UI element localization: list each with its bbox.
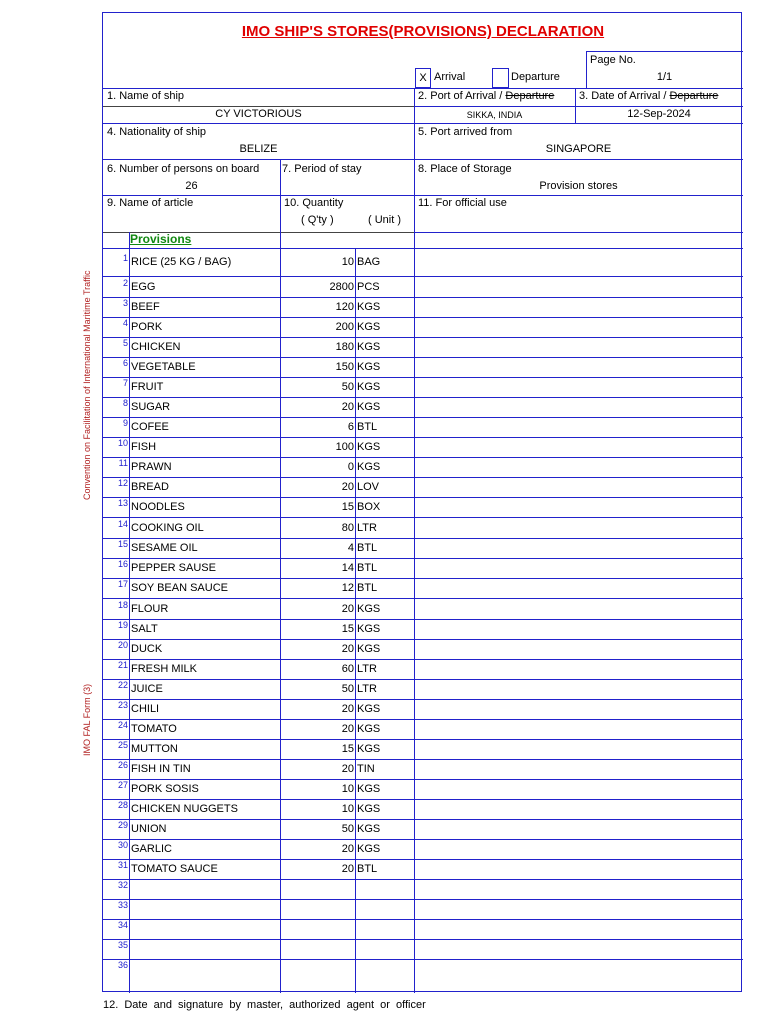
item-number: 18 bbox=[117, 599, 128, 610]
item-number: 28 bbox=[117, 800, 128, 810]
item-number: 13 bbox=[117, 498, 128, 508]
item-quantity: 50 bbox=[341, 823, 354, 835]
item-unit: PCS bbox=[357, 280, 380, 293]
article-label: 9. Name of article bbox=[107, 197, 194, 209]
item-name: FRESH MILK bbox=[131, 663, 198, 675]
item-unit: KGS bbox=[357, 643, 381, 655]
item-name: SALT bbox=[131, 623, 158, 635]
item-quantity: 20 bbox=[341, 602, 354, 615]
item-unit: KGS bbox=[357, 341, 381, 353]
item-quantity: 15 bbox=[341, 743, 354, 755]
item-name: EGG bbox=[131, 280, 156, 293]
port-arrival-value: SIKKA, INDIA bbox=[466, 110, 523, 120]
item-number: 23 bbox=[117, 700, 128, 710]
page-label: Page No. bbox=[590, 54, 636, 66]
item-unit: KGS bbox=[357, 823, 381, 835]
item-number: 24 bbox=[117, 720, 128, 730]
item-unit: KGS bbox=[357, 361, 381, 373]
item-unit: KGS bbox=[357, 623, 381, 635]
item-unit: KGS bbox=[357, 321, 381, 333]
item-name: TOMATO bbox=[131, 723, 177, 735]
port-arrival-label: 2. Port of Arrival / Departure bbox=[418, 90, 555, 102]
item-quantity: 15 bbox=[341, 501, 354, 513]
item-name: SESAME OIL bbox=[131, 542, 198, 554]
item-quantity: 10 bbox=[341, 256, 354, 268]
item-quantity: 10 bbox=[341, 803, 354, 815]
item-number: 7 bbox=[122, 378, 128, 388]
item-quantity: 20 bbox=[341, 481, 354, 493]
item-name: GARLIC bbox=[131, 843, 172, 855]
item-number: 10 bbox=[117, 438, 128, 448]
departure-label: Departure bbox=[511, 71, 560, 83]
item-number: 36 bbox=[117, 960, 128, 970]
item-number: 8 bbox=[122, 398, 128, 408]
item-quantity: 50 bbox=[341, 381, 354, 393]
signature-label: 12. Date and signature by master, authorized agent or officer bbox=[103, 999, 426, 1011]
item-quantity: 100 bbox=[335, 441, 354, 453]
unit-subheader: ( Unit ) bbox=[368, 214, 401, 226]
storage-label: 8. Place of Storage bbox=[418, 163, 512, 175]
item-number: 12 bbox=[117, 478, 128, 488]
item-number: 21 bbox=[117, 660, 128, 670]
item-quantity: 20 bbox=[341, 401, 354, 413]
item-name: FLOUR bbox=[131, 602, 169, 615]
item-quantity: 180 bbox=[335, 341, 354, 353]
item-number: 27 bbox=[117, 780, 128, 790]
item-quantity: 0 bbox=[347, 461, 354, 473]
item-quantity: 60 bbox=[341, 663, 354, 675]
item-quantity: 14 bbox=[341, 562, 354, 574]
item-name: PRAWN bbox=[131, 461, 172, 473]
item-quantity: 50 bbox=[341, 683, 354, 695]
item-unit: KGS bbox=[357, 301, 381, 313]
item-unit: KGS bbox=[357, 723, 381, 735]
item-unit: BTL bbox=[357, 562, 378, 574]
item-unit: BTL bbox=[357, 582, 378, 594]
item-unit: KGS bbox=[357, 803, 381, 815]
item-name: TOMATO SAUCE bbox=[131, 863, 218, 875]
page-number: 1/1 bbox=[656, 71, 673, 83]
item-quantity: 10 bbox=[341, 783, 354, 795]
item-name: SOY BEAN SAUCE bbox=[131, 582, 228, 594]
item-quantity: 150 bbox=[335, 361, 354, 373]
item-unit: BTL bbox=[357, 863, 378, 875]
item-unit: KGS bbox=[357, 743, 381, 755]
item-name: RICE (25 KG / BAG) bbox=[131, 256, 232, 268]
item-name: COFEE bbox=[131, 421, 169, 433]
item-unit: TIN bbox=[357, 763, 375, 775]
item-name: PORK bbox=[131, 321, 163, 333]
item-number: 17 bbox=[117, 579, 128, 589]
item-unit: LTR bbox=[357, 521, 377, 534]
quantity-label: 10. Quantity bbox=[284, 197, 344, 209]
qty-subheader: ( Q'ty ) bbox=[301, 214, 334, 226]
item-number: 15 bbox=[117, 539, 128, 549]
arrival-label: Arrival bbox=[434, 71, 466, 83]
item-name: CHICKEN NUGGETS bbox=[131, 803, 238, 815]
item-number: 26 bbox=[117, 760, 128, 770]
date-arrival-label: 3. Date of Arrival / Departure bbox=[579, 90, 719, 102]
departure-checkbox[interactable] bbox=[492, 68, 509, 88]
item-name: BEEF bbox=[131, 301, 160, 313]
item-number: 2 bbox=[122, 277, 128, 288]
item-number: 6 bbox=[122, 358, 128, 368]
item-quantity: 20 bbox=[341, 843, 354, 855]
ship-name-value: CY VICTORIOUS bbox=[215, 108, 302, 120]
item-unit: KGS bbox=[357, 703, 381, 715]
item-unit: KGS bbox=[357, 381, 381, 393]
item-number: 14 bbox=[117, 518, 128, 529]
item-name: PORK SOSIS bbox=[131, 783, 199, 795]
item-number: 19 bbox=[117, 620, 128, 630]
item-number: 4 bbox=[122, 318, 128, 328]
item-unit: KGS bbox=[357, 783, 381, 795]
declaration-form bbox=[102, 12, 742, 992]
item-name: MUTTON bbox=[131, 743, 178, 755]
item-unit: KGS bbox=[357, 843, 381, 855]
item-number: 25 bbox=[117, 740, 128, 750]
item-quantity: 4 bbox=[347, 542, 354, 554]
item-number: 34 bbox=[117, 920, 128, 930]
item-unit: LTR bbox=[357, 683, 377, 695]
item-unit: BTL bbox=[357, 421, 378, 433]
item-quantity: 80 bbox=[341, 521, 354, 534]
item-number: 33 bbox=[117, 900, 128, 910]
item-unit: BOX bbox=[357, 501, 381, 513]
item-unit: LOV bbox=[357, 481, 380, 493]
item-unit: LTR bbox=[357, 663, 377, 675]
item-number: 16 bbox=[117, 559, 128, 569]
convention-side-label: Convention on Facilitation of International Maritime Traffic bbox=[82, 270, 92, 500]
form-title: IMO SHIP'S STORES(PROVISIONS) DECLARATION bbox=[241, 23, 605, 40]
item-number: 11 bbox=[118, 458, 128, 468]
item-number: 32 bbox=[117, 880, 128, 890]
item-number: 3 bbox=[122, 298, 128, 308]
item-number: 20 bbox=[117, 640, 128, 650]
item-name: BREAD bbox=[131, 481, 169, 493]
persons-label: 6. Number of persons on board bbox=[107, 163, 260, 175]
item-name: SUGAR bbox=[131, 401, 171, 413]
item-number: 22 bbox=[117, 680, 128, 690]
item-name: PEPPER SAUSE bbox=[131, 562, 216, 574]
ship-name-label: 1. Name of ship bbox=[107, 90, 185, 102]
storage-value: Provision stores bbox=[539, 180, 618, 192]
item-unit: BAG bbox=[357, 256, 381, 268]
item-number: 5 bbox=[122, 338, 128, 348]
item-quantity: 12 bbox=[341, 582, 354, 594]
item-quantity: 20 bbox=[341, 723, 354, 735]
form-side-label: IMO FAL Form (3) bbox=[82, 683, 92, 756]
port-from-value: SINGAPORE bbox=[545, 143, 612, 155]
item-name: CHILI bbox=[131, 703, 160, 715]
item-name: FISH IN TIN bbox=[131, 763, 191, 775]
provisions-section-label: Provisions bbox=[130, 232, 192, 246]
item-unit: KGS bbox=[357, 441, 381, 453]
arrival-checkbox[interactable]: X bbox=[415, 68, 431, 88]
item-unit: KGS bbox=[357, 461, 381, 473]
item-number: 29 bbox=[117, 820, 128, 830]
item-name: VEGETABLE bbox=[131, 361, 196, 373]
item-name: FRUIT bbox=[131, 381, 164, 393]
item-name: UNION bbox=[131, 823, 167, 835]
item-name: FISH bbox=[131, 441, 157, 453]
item-number: 9 bbox=[122, 418, 128, 428]
item-quantity: 20 bbox=[341, 703, 354, 715]
item-name: NOODLES bbox=[131, 501, 185, 513]
date-arrival-value: 12-Sep-2024 bbox=[627, 108, 691, 120]
item-quantity: 6 bbox=[347, 421, 354, 433]
item-unit: KGS bbox=[357, 602, 381, 615]
nationality-label: 4. Nationality of ship bbox=[107, 126, 207, 138]
item-number: 1 bbox=[122, 253, 128, 263]
item-quantity: 2800 bbox=[329, 280, 354, 293]
persons-value: 26 bbox=[185, 180, 198, 192]
item-unit: BTL bbox=[357, 542, 378, 554]
item-quantity: 200 bbox=[335, 321, 354, 333]
item-quantity: 15 bbox=[341, 623, 354, 635]
item-name: DUCK bbox=[131, 643, 163, 655]
item-number: 31 bbox=[117, 860, 128, 870]
nationality-value: BELIZE bbox=[239, 143, 278, 155]
item-name: JUICE bbox=[131, 683, 163, 695]
item-number: 30 bbox=[117, 840, 128, 850]
item-quantity: 20 bbox=[341, 763, 354, 775]
item-name: COOKING OIL bbox=[131, 521, 204, 534]
port-from-label: 5. Port arrived from bbox=[418, 126, 513, 138]
item-quantity: 120 bbox=[335, 301, 354, 313]
item-name: CHICKEN bbox=[131, 341, 181, 353]
item-quantity: 20 bbox=[341, 643, 354, 655]
item-quantity: 20 bbox=[341, 863, 354, 875]
item-unit: KGS bbox=[357, 401, 381, 413]
item-number: 35 bbox=[117, 940, 128, 950]
official-use-label: 11. For official use bbox=[418, 197, 507, 209]
stay-label: 7. Period of stay bbox=[282, 163, 362, 175]
